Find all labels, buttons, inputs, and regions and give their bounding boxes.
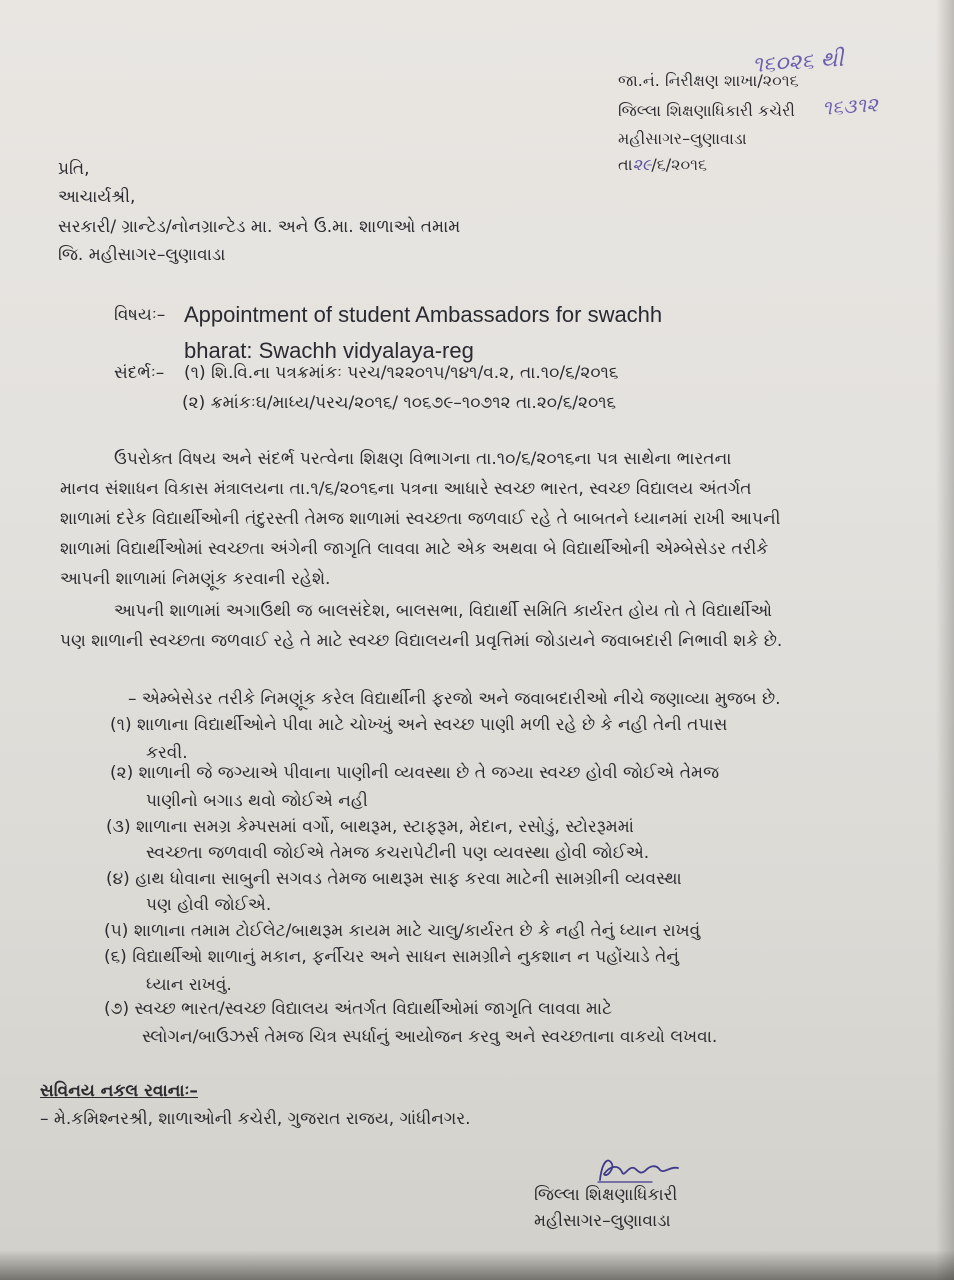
duty-6-line-1: (૬) વિદ્યાર્થીઓ શાળાનું મકાન, ફર્નીચર અને સાધન સામગ્રીને નુકશાન ન પહોંચાડે તેનું <box>104 947 680 967</box>
para1-line-2: માનવ સંશાધન વિકાસ મંત્રાલયના તા.૧/૬/૨૦૧૬ના પત્રના આધારે સ્વચ્છ ભારત, સ્વચ્છ વિદ્યાલય અંતર્ગત <box>60 479 752 499</box>
handwritten-number-bottom: ૧૬૩૧૨ <box>821 92 879 120</box>
duty-2-line-1: (૨) શાળાની જે જગ્યાએ પીવાના પાણીની વ્યવસ્થા છે તે જગ્યા સ્વચ્છ હોવી જોઈએ તેમજ <box>110 763 720 783</box>
reference-2: (૨) ક્રમાંકઃઘ/માધ્ય/પરચ/૨૦૧૬/ ૧૦૬૭૯–૧૦૭૧૨ તા.૨૦/૬/૨૦૧૬ <box>182 393 617 413</box>
recipient-line-2: સરકારી/ ગ્રાન્ટેડ/નોનગ્રાન્ટેડ મા. અને ઉ.મા. શાળાઓ તમામ <box>58 217 461 237</box>
para1-line-4: શાળામાં વિદ્યાર્થીઓમાં સ્વચ્છતા અંગેની જાગૃતિ લાવવા માટે એક અથવા બે વિદ્યાર્થીઓની એમ્બેસેડર તરીકે <box>60 539 769 559</box>
office-name: જિલ્લા શિક્ષણાધિકારી કચેરી <box>618 101 795 120</box>
para2-line-2: પણ શાળાની સ્વચ્છતા જળવાઈ રહે તે માટે સ્વચ્છ વિદ્યાલયની પ્રવૃત્તિમાં જોડાયને જવાબદારી નિભાવી શકે છે. <box>60 631 783 651</box>
duty-7-line-2: સ્લોગન/બાઉઝર્સ તેમજ ચિત્ર સ્પર્ધાનું આયોજન કરવુ અને સ્વચ્છતાના વાકયો લખવા. <box>142 1027 718 1047</box>
duty-2-line-2: પાણીનો બગાડ થવો જોઈએ નહી <box>146 791 368 811</box>
office-place: મહીસાગર–લુણાવાડા <box>618 129 747 148</box>
subject-label: વિષયઃ– <box>114 305 166 325</box>
signatory-place: મહીસાગર–લુણાવાડા <box>534 1211 671 1231</box>
date-suffix: /૬/૨૦૧૬ <box>651 155 707 174</box>
copy-recipient: – મે.કમિશ્નરશ્રી, શાળાઓની કચેરી, ગુજરાત રાજય, ગાંધીનગર. <box>40 1109 471 1129</box>
page-bottom-shadow <box>0 1250 954 1280</box>
duty-4-line-1: (૪) હાથ ધોવાના સાબુની સગવડ તેમજ બાથરૂમ સાફ કરવા માટેની સામગ્રીની વ્યવસ્થા <box>106 869 682 889</box>
date-handwritten: ૨૯ <box>632 155 652 174</box>
para2-line-1: આપની શાળામાં અગાઉથી જ બાલસંદેશ, બાલસભા, વિદ્યાર્થી સમિતિ કાર્યરત હોય તો તે વિદ્યાર્થીઓ <box>114 601 772 621</box>
duty-3-line-1: (૩) શાળાના સમગ્ર કેમ્પસમાં વર્ગો, બાથરૂમ, સ્ટાફરૂમ, મેદાન, રસોડું, સ્ટોરરૂમમાં <box>106 817 634 837</box>
handwritten-number-top: ૧૬૦૨૬ થી <box>751 46 845 79</box>
duty-3-line-2: સ્વચ્છતા જળવાવી જોઈએ તેમજ કચરાપેટીની પણ વ્યવસ્થા હોવી જોઈએ. <box>146 843 650 863</box>
para1-line-1: ઉપરોક્ત વિષય અને સંદર્ભ પરત્વેના શિક્ષણ વિભાગના તા.૧૦/૬/૨૦૧૬ના પત્ર સાથેના ભારતના <box>114 449 732 469</box>
duty-4-line-2: પણ હોવી જોઈએ. <box>146 895 272 915</box>
recipient-line-1: આચાર્યશ્રી, <box>58 187 136 207</box>
duty-6-line-2: ધ્યાન રાખવું. <box>146 975 232 995</box>
copy-heading: સવિનય નકલ રવાનાઃ– <box>40 1081 198 1101</box>
para1-line-3: શાળામાં દરેક વિદ્યાર્થીઓની તંદુરસ્તી તેમજ શાળામાં સ્વચ્છતા જળવાઈ રહે તે બાબતને ધ્યાનમાં રાખી આપની <box>60 509 781 529</box>
recipient-prati: પ્રતિ, <box>58 159 90 179</box>
letter-date <box>618 154 707 176</box>
subject-line-2: bharat: Swachh vidyalaya-reg <box>184 338 474 363</box>
subject-line-1: Appointment of student Ambassadors for swachh <box>184 302 663 327</box>
duties-intro: – એમ્બેસેડર તરીકે નિમણૂંક કરેલ વિદ્યાર્થીની ફરજો અને જવાબદારીઓ નીચે જણાવ્યા મુજબ છે. <box>128 689 781 709</box>
recipient-line-3: જિ. મહીસાગર–લુણાવાડા <box>58 245 226 265</box>
signatory-title: જિલ્લા શિક્ષણાધિકારી <box>534 1185 678 1205</box>
reference-number: જા.નં. નિરીક્ષણ શાખા/૨૦૧૬ <box>618 71 799 90</box>
reference-label: સંદર્ભઃ– <box>114 363 165 383</box>
page-edge-shadow <box>936 0 954 1280</box>
signature-scribble <box>594 1152 684 1188</box>
date-prefix: તા <box>618 155 633 174</box>
reference-1: (૧) શિ.વિ.ના પત્રક્રમાંકઃ પરચ/૧૨૨૦૧૫/૧૪૧/વ.૨, તા.૧૦/૬/૨૦૧૬ <box>184 363 619 383</box>
duty-1-line-1: (૧) શાળાના વિદ્યાર્થીઓને પીવા માટે ચોખ્ખું અને સ્વચ્છ પાણી મળી રહે છે કે નહી તેની તપાસ <box>110 715 728 735</box>
duty-1-line-2: કરવી. <box>146 743 188 763</box>
duty-5-line-1: (૫) શાળાના તમામ ટોઈલેટ/બાથરૂમ કાયમ માટે ચાલુ/કાર્યરત છે કે નહી તેનું ધ્યાન રાખવું <box>104 921 701 941</box>
duty-7-line-1: (૭) સ્વચ્છ ભારત/સ્વચ્છ વિદ્યાલય અંતર્ગત વિદ્યાર્થીઓમાં જાગૃતિ લાવવા માટે <box>104 999 612 1019</box>
para1-line-5: આપની શાળામાં નિમણૂંક કરવાની રહેશે. <box>60 569 331 589</box>
